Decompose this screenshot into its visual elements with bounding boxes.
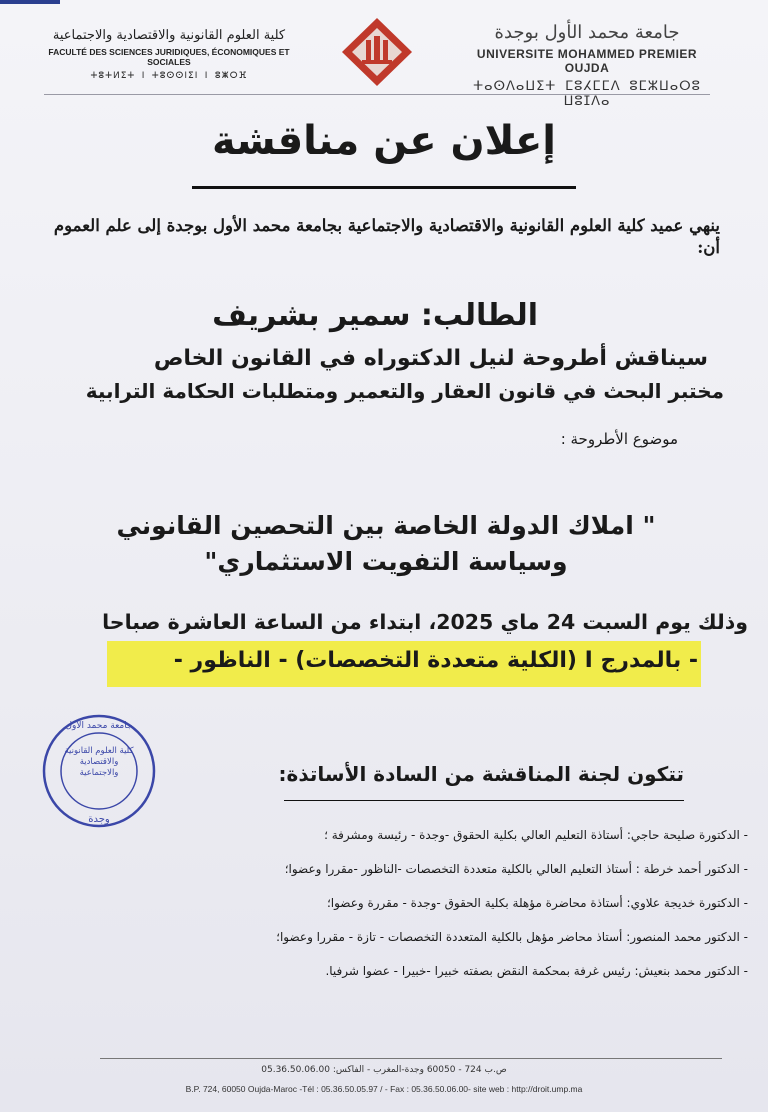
lab-line: مختبر البحث في قانون العقار والتعمير ومتطلبات الحكامة الترابية [85,379,724,403]
jury-member: - الدكتورة صليحة حاجي: أستاذة التعليم العالي بكلية الحقوق -وجدة - رئيسة ومشرفة ؛ [324,828,748,842]
subject-label: موضوع الأطروحة : [560,430,678,448]
jury-title-underline [284,800,684,801]
faculty-name-tifinagh: ⵜⵓⵜⵍⵉⵜ ⵏ ⵜⵓⵙⵙⵏⵉⵏ ⵏ ⵓⵥⵔⴼ [90,71,248,81]
thesis-title-line-2: وسياسة التفويت الاستثماري" [204,547,568,577]
university-name-ar: جامعة محمد الأول بوجدة [494,22,680,43]
faculty-header [44,28,294,81]
jury-member: - الدكتور محمد بنعيش: رئيس غرفة بمحكمة النقض بصفته خبيرا -خبيرا - عضوا شرفيا. [325,964,748,978]
footer-address-ar: ص.ب 724 - 60050 وجدة-المغرب - الفاكس: 05.36.50.06.00 [261,1065,507,1075]
thesis-title [66,508,706,581]
title-underline [192,186,576,189]
jury-title: تتكون لجنة المناقشة من السادة الأساتذة: [278,762,684,786]
header-divider [44,94,710,95]
jury-member: - الدكتورة خديجة علاوي: أستاذة محاضرة مؤهلة بكلية الحقوق -وجدة - مقررة وعضوا؛ [326,896,748,910]
jury-member: - الدكتور محمد المنصور: أستاذ محاضر مؤهل بالكلية المتعددة التخصصات - تازة - مقررا وعضوا؛ [276,930,748,944]
stamp-bottom-text: وجدة [88,814,110,825]
faculty-name-fr: FACULTÉ DES SCIENCES JURIDIQUES, ÉCONOMIQUES ET SOCIALES [48,47,290,67]
university-name-tifinagh: ⵜⴰⵙⴷⴰⵡⵉⵜ ⵎⵓⵃⵎⵎⴷ ⵓⵎⵣⵡⴰⵔⵓ ⵡⵓⵊⴷⴰ [473,79,701,109]
footer-address-fr: B.P. 724, 60050 Oujda-Maroc -Tél : 05.36.50.05.97 / - Fax : 05.36.50.06.00- site web : http://droit.ump.ma [185,1084,583,1094]
university-header [462,22,712,109]
university-name-fr: UNIVERSITE MOHAMMED PREMIER OUJDA [476,47,698,75]
date-line: وذلك يوم السبت 24 ماي 2025، ابتداء من الساعة العاشرة صباحا [102,610,748,634]
defense-line: سيناقش أطروحة لنيل الدكتوراه في القانون الخاص [153,346,708,371]
student-name: الطالب: سمير بشريف [212,298,538,333]
jury-member: - الدكتور أحمد خرطة : أستاذ التعليم العالي بالكلية متعددة التخصصات -الناظور -مقررا وعضوا؛ [284,862,748,876]
top-band [0,0,60,4]
stamp-center-text: كلية العلوم القانونية والاقتصادية والاجتماعية [64,746,134,779]
venue-line: - بالمدرج I (الكلية متعددة التخصصات) - الناظور - [173,648,698,673]
intro-text: ينهي عميد كلية العلوم القانونية والاقتصادية والاجتماعية بجامعة محمد الأول بوجدة إلى علم العموم أن: [53,216,720,258]
faculty-name-ar: كلية العلوم القانونية والاقتصادية والاجتماعية [52,28,286,43]
jury-list [68,818,748,988]
thesis-title-line-1: " املاك الدولة الخاصة بين التحصين القانوني [116,511,656,540]
stamp-top-text: جامعة محمد الأول [65,721,133,731]
official-stamp-icon [40,712,158,830]
university-logo-icon [338,16,416,88]
announcement-title: إعلان عن مناقشة [212,118,556,164]
footer-divider [100,1058,722,1059]
